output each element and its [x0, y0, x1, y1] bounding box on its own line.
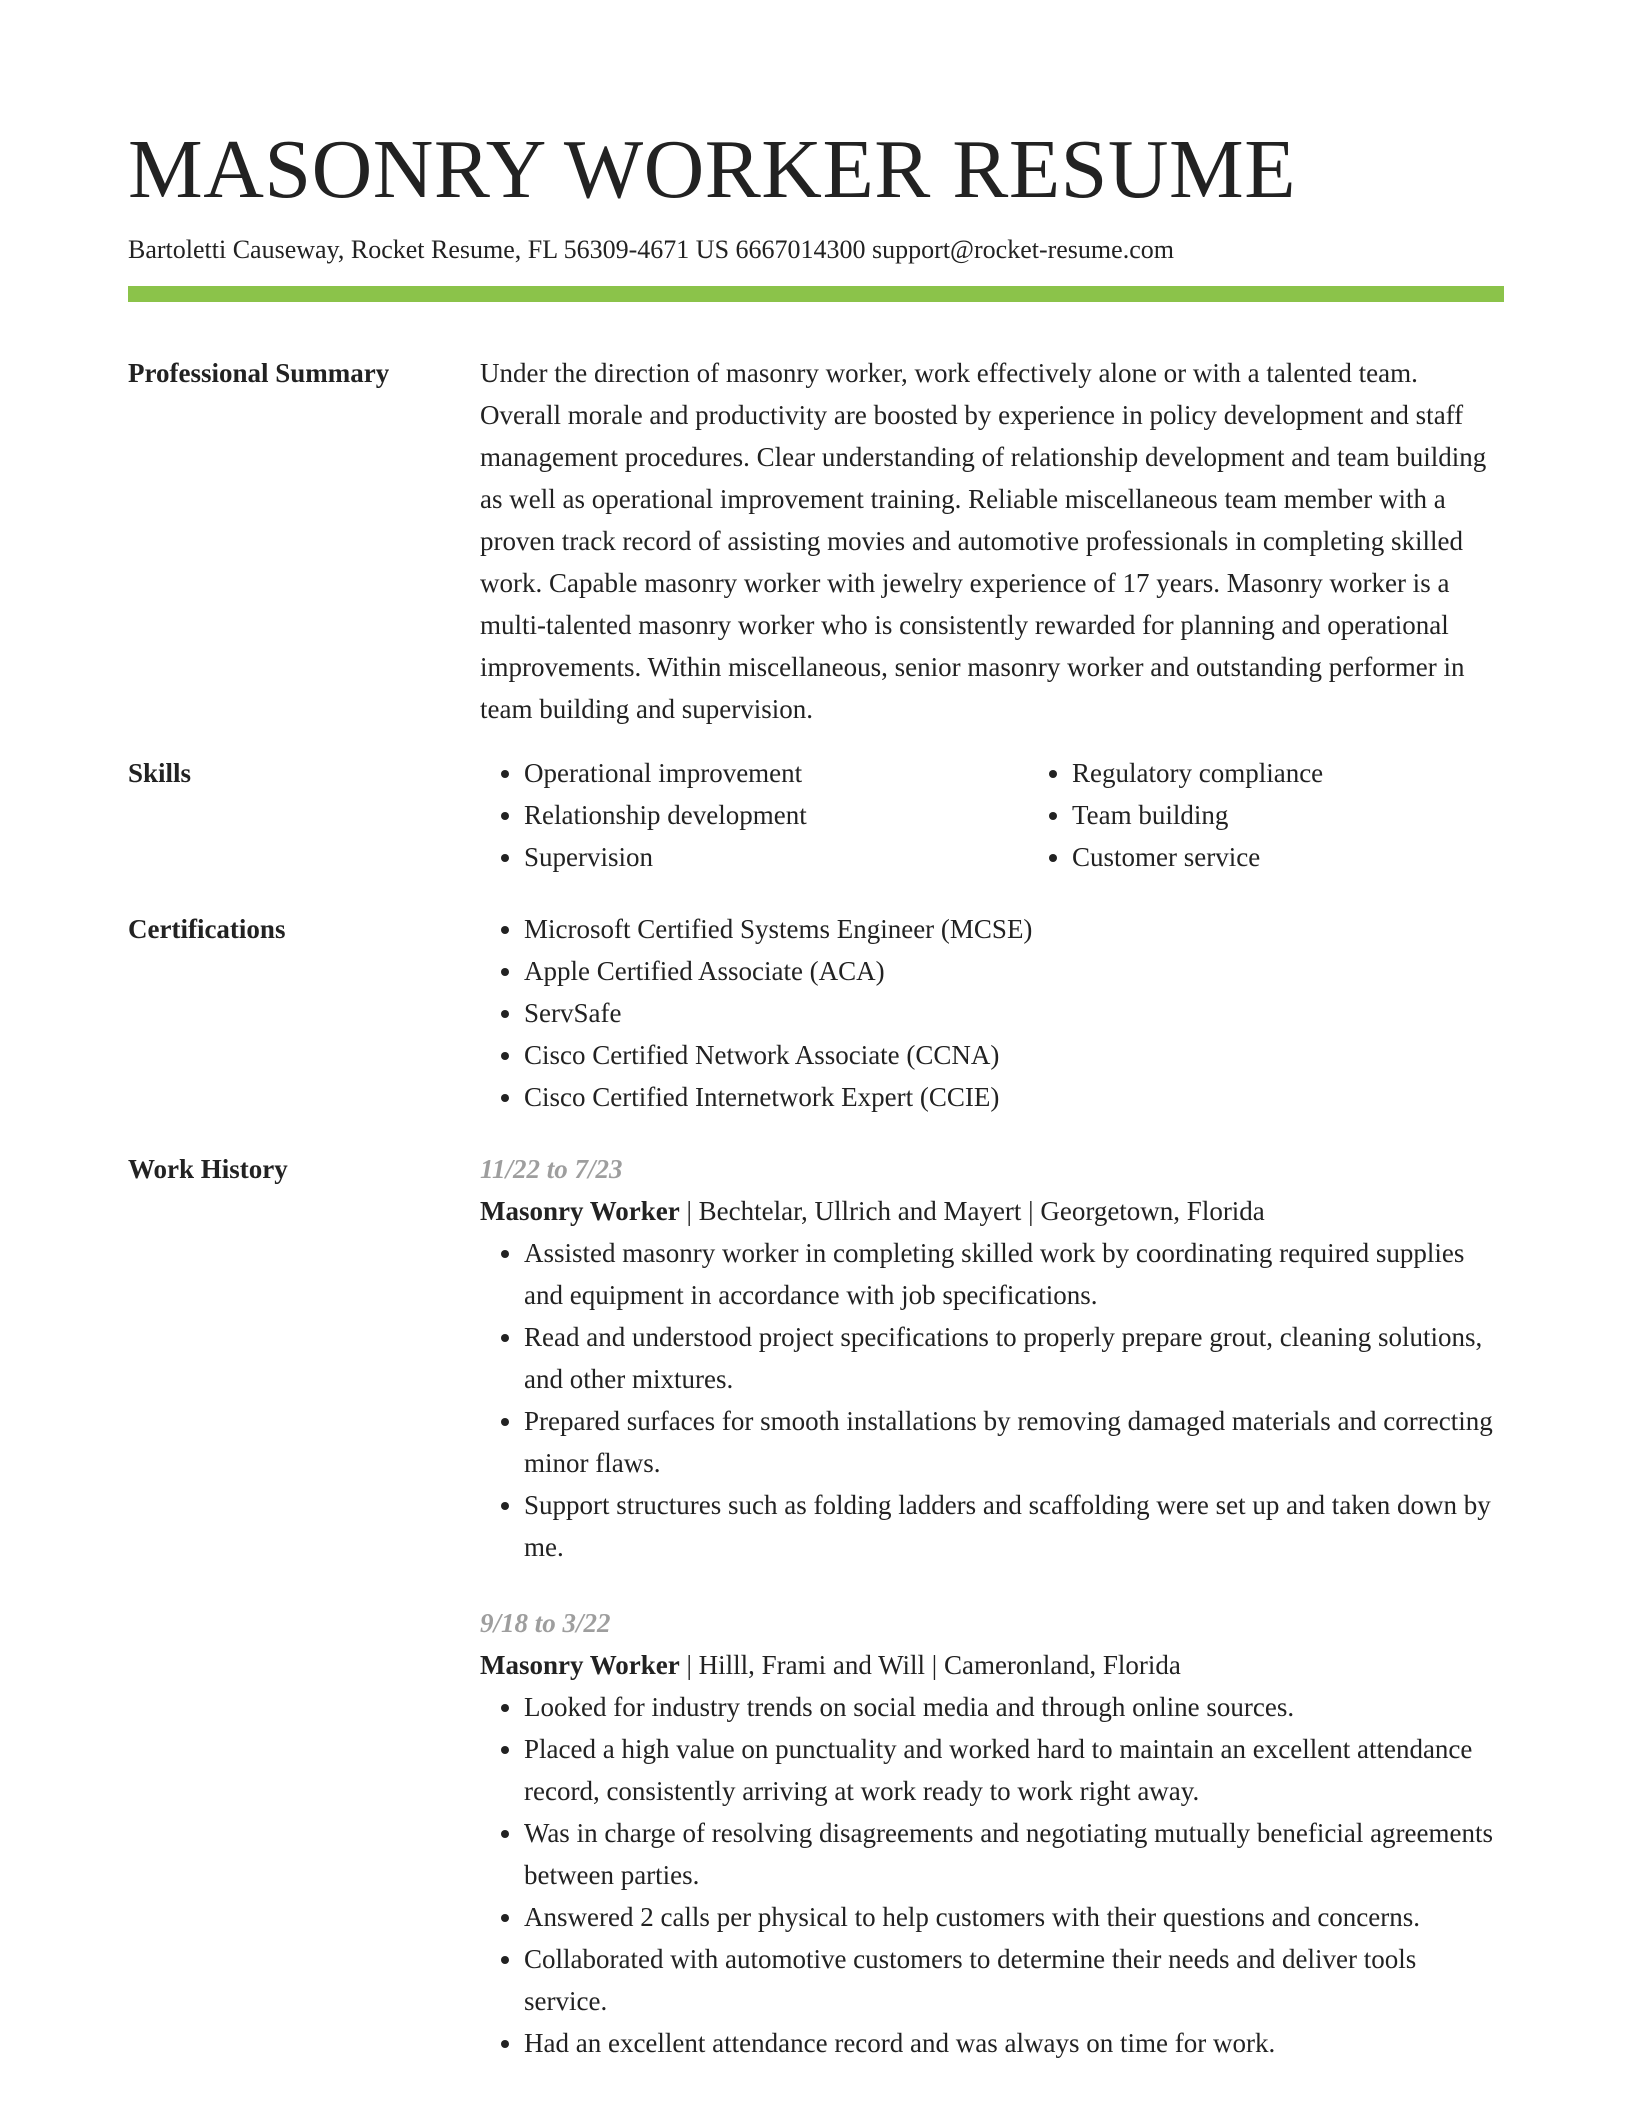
- skills-grid: [480, 752, 1576, 878]
- skills-section: [128, 752, 1504, 878]
- certifications-list: [480, 908, 1504, 1118]
- skill-item: • Team building: [1072, 794, 1576, 836]
- certification-item: • Microsoft Certified Systems Engineer (MCSE): [524, 908, 1504, 950]
- job-dates: 11/22 to 7/23: [480, 1154, 623, 1184]
- job-company-location: | Hilll, Frami and Will | Cameronland, Florida: [679, 1650, 1181, 1680]
- job-bullet: • Placed a high value on punctuality and worked hard to maintain an excellent attendance record, consistently arriving at work ready to work right away.: [524, 1728, 1504, 1812]
- job-entry: [480, 1602, 1504, 2064]
- skills-column-2: [1028, 752, 1576, 878]
- job-bullet: • Was in charge of resolving disagreements and negotiating mutually beneficial agreements between parties.: [524, 1812, 1504, 1896]
- certifications-section: [128, 908, 1504, 1118]
- job-bullet: • Had an excellent attendance record and was always on time for work.: [524, 2022, 1504, 2064]
- job-bullet: • Assisted masonry worker in completing skilled work by coordinating required supplies and equipment in accordance with job specifications.: [524, 1232, 1504, 1316]
- job-header: [480, 1644, 1504, 1686]
- contact-address: Bartoletti Causeway, Rocket Resume, FL 56309-4671 US: [128, 235, 730, 264]
- summary-label: Professional Summary: [128, 358, 390, 388]
- summary-text: Under the direction of masonry worker, work effectively alone or with a talented team. Overall morale and productivity are boosted by experience in policy development and staff management procedures. Clear understanding of relationship development and team building as well as operational improvement training. Reliable miscellaneous team member with a proven track record of assisting movies and automotive professionals in completing skilled work. Capable masonry worker with jewelry experience of 17 years. Masonry worker is a multi-talented masonry worker who is consistently rewarded for planning and operational improvements. Within miscellaneous, senior masonry worker and outstanding performer in team building and supervision.: [480, 358, 1487, 724]
- skill-item: • Regulatory compliance: [1072, 752, 1576, 794]
- job-bullets: [480, 1232, 1504, 1568]
- certification-item: • Apple Certified Associate (ACA): [524, 950, 1504, 992]
- work-history-label: Work History: [128, 1154, 288, 1184]
- job-bullets: [480, 1686, 1504, 2064]
- job-bullet: • Answered 2 calls per physical to help customers with their questions and concerns.: [524, 1896, 1504, 1938]
- job-bullet: • Support structures such as folding ladders and scaffolding were set up and taken down by me.: [524, 1484, 1504, 1568]
- job-title: Masonry Worker: [480, 1650, 680, 1680]
- contact-email: support@rocket-resume.com: [872, 235, 1174, 264]
- job-bullet: • Read and understood project specifications to properly prepare grout, cleaning solutions, and other mixtures.: [524, 1316, 1504, 1400]
- certification-item: • ServSafe: [524, 992, 1504, 1034]
- job-title: Masonry Worker: [480, 1196, 680, 1226]
- certification-item: • Cisco Certified Internetwork Expert (CCIE): [524, 1076, 1504, 1118]
- job-header: [480, 1190, 1504, 1232]
- job-dates: 9/18 to 3/22: [480, 1608, 611, 1638]
- work-history-section: [128, 1148, 1504, 2064]
- skills-label: Skills: [128, 758, 192, 788]
- skills-column-1: [480, 752, 1028, 878]
- contact-phone: 6667014300: [735, 235, 866, 264]
- skill-item: • Operational improvement: [524, 752, 1028, 794]
- header-divider: [128, 286, 1504, 302]
- job-bullet: • Collaborated with automotive customers to determine their needs and deliver tools service.: [524, 1938, 1504, 2022]
- job-bullet: • Looked for industry trends on social media and through online sources.: [524, 1686, 1504, 1728]
- skill-item: • Customer service: [1072, 836, 1576, 878]
- job-company-location: | Bechtelar, Ullrich and Mayert | Georgetown, Florida: [679, 1196, 1265, 1226]
- resume-title: MASONRY WORKER RESUME: [128, 123, 1297, 216]
- contact-line: [128, 232, 1504, 268]
- skill-item: • Relationship development: [524, 794, 1028, 836]
- job-entry: [480, 1148, 1504, 1568]
- certification-item: • Cisco Certified Network Associate (CCNA): [524, 1034, 1504, 1076]
- certifications-label: Certifications: [128, 914, 286, 944]
- summary-section: [128, 352, 1504, 730]
- resume-page: [128, 120, 1504, 2064]
- job-bullet: • Prepared surfaces for smooth installations by removing damaged materials and correcting minor flaws.: [524, 1400, 1504, 1484]
- skill-item: • Supervision: [524, 836, 1028, 878]
